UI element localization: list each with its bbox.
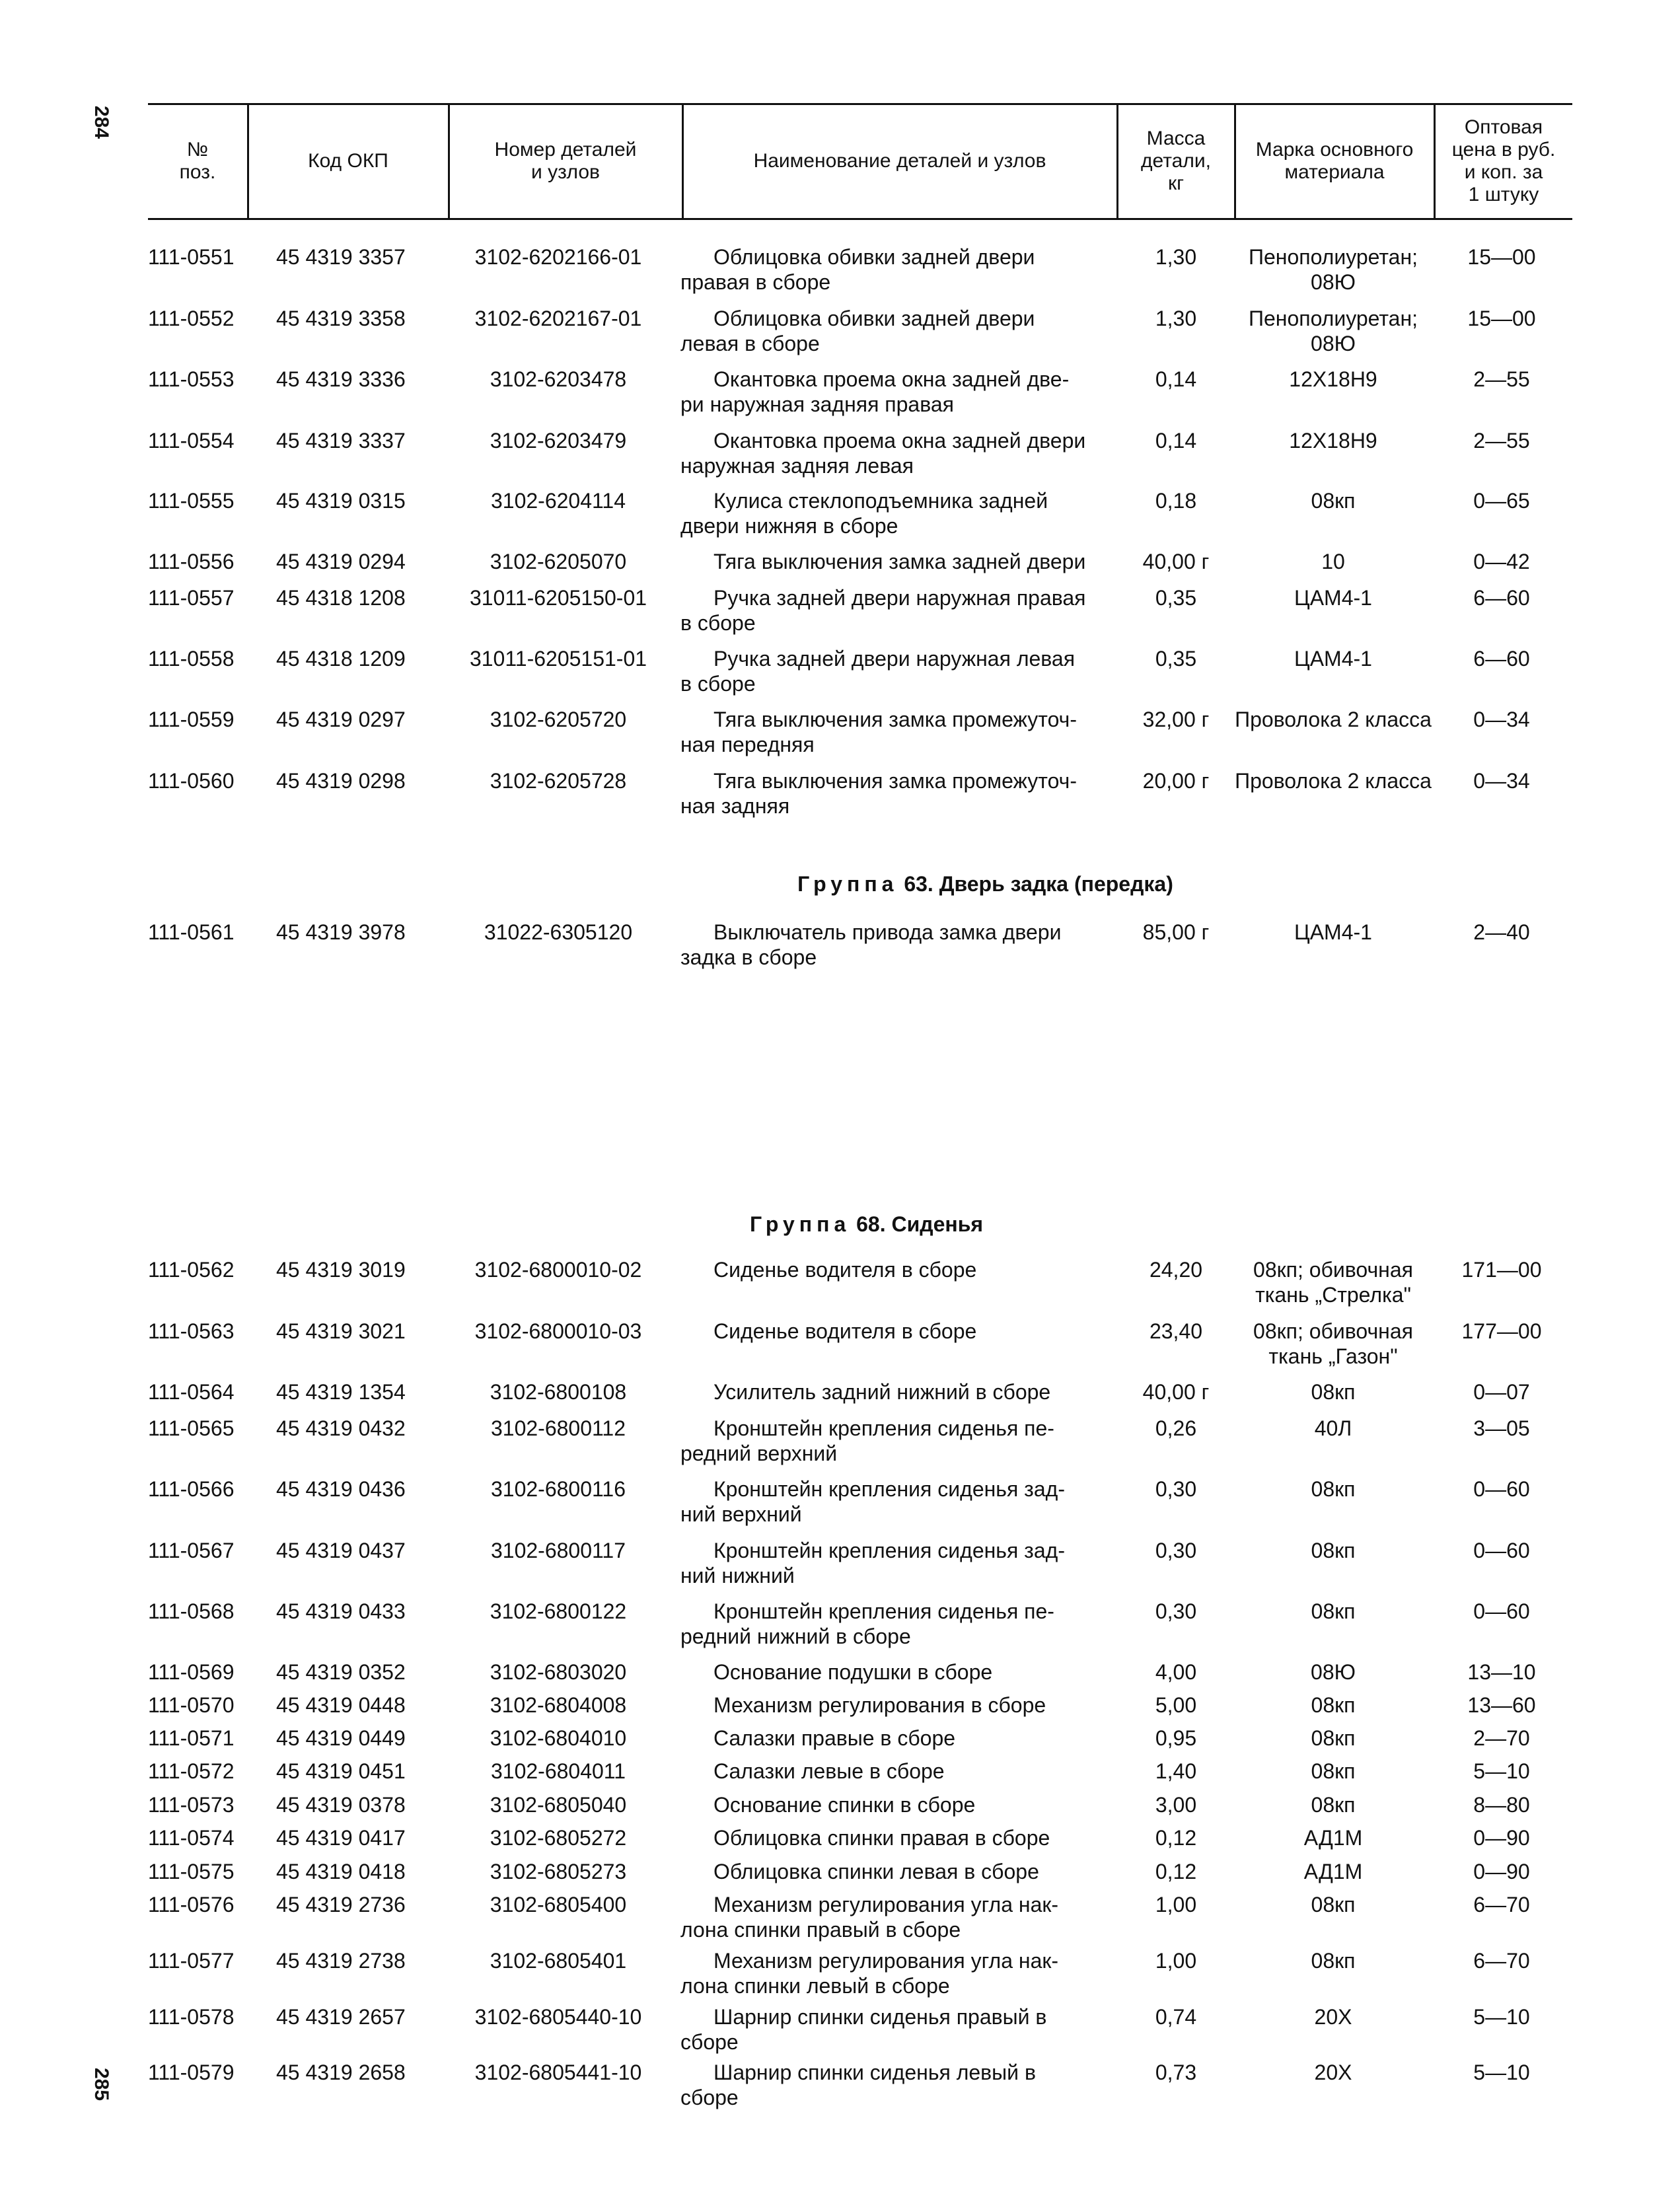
okp-code: 45 4319 3978 (276, 920, 406, 944)
part-name-line: Кронштейн крепления сиденья пе- (713, 1599, 1054, 1623)
okp-code: 45 4319 0432 (276, 1416, 406, 1440)
part-name-line: ри наружная задняя правая (680, 392, 954, 416)
material-value: 12Х18Н9 (1289, 429, 1377, 453)
position-number: 111-0569 (148, 1660, 235, 1684)
price-value: 2—55 (1473, 429, 1530, 453)
material-value: 08кп (1311, 1949, 1356, 1973)
part-name-line: Облицовка спинки левая в сборе (713, 1860, 1039, 1883)
okp-code: 45 4319 0417 (276, 1826, 406, 1850)
header-okp: Код ОКП (308, 150, 388, 172)
okp-code: 45 4319 0418 (276, 1860, 406, 1883)
mass-value: 0,74 (1155, 2005, 1197, 2029)
part-number: 3102-6202166-01 (474, 245, 642, 269)
part-name-line: сборе (680, 2086, 739, 2109)
part-name-line: Окантовка проема окна задней двери (713, 429, 1086, 453)
mass-value: 1,30 (1155, 245, 1197, 269)
header-pos: № поз. (179, 139, 216, 183)
header-part-number: Номер деталей и узлов (494, 139, 637, 183)
okp-code: 45 4319 0315 (276, 489, 406, 513)
part-number: 3102-6805401 (490, 1949, 627, 1973)
position-number: 111-0578 (148, 2005, 235, 2029)
price-value: 0—34 (1473, 708, 1530, 731)
position-number: 111-0579 (148, 2060, 235, 2084)
mass-value: 0,73 (1155, 2060, 1197, 2084)
part-number: 3102-6800108 (490, 1380, 627, 1404)
part-number: 3102-6205728 (490, 769, 627, 793)
part-name-line: Кронштейн крепления сиденья зад- (713, 1477, 1065, 1501)
part-name-line: в сборе (680, 611, 756, 635)
okp-code: 45 4318 1208 (276, 586, 406, 610)
price-value: 0—90 (1473, 1860, 1530, 1883)
part-number: 3102-6804011 (490, 1759, 626, 1783)
mass-value: 0,95 (1155, 1726, 1197, 1750)
price-value: 2—55 (1473, 367, 1530, 391)
price-value: 6—70 (1473, 1949, 1530, 1973)
page-number-bottom: 285 (91, 2068, 112, 2101)
position-number: 111-0559 (148, 708, 235, 731)
part-name (680, 585, 1116, 636)
part-name-line: ний нижний (680, 1564, 795, 1587)
okp-code: 45 4319 0451 (276, 1759, 406, 1783)
part-name (680, 2004, 1116, 2055)
position-number: 111-0553 (148, 367, 235, 391)
part-number: 3102-6805273 (490, 1860, 627, 1883)
header-price: Оптовая цена в руб. и коп. за 1 штуку (1451, 116, 1556, 205)
material-value: Пенополиуретан; 08Ю (1248, 307, 1418, 355)
position-number: 111-0573 (148, 1793, 235, 1817)
material-value: 08кп (1311, 1793, 1356, 1817)
part-name (680, 1726, 1116, 1751)
material-value: 08кп (1311, 1759, 1356, 1783)
part-number: 3102-6202167-01 (474, 307, 642, 330)
material-value: 40Л (1314, 1416, 1352, 1440)
material-value: 08кп (1311, 1380, 1356, 1404)
position-number: 111-0562 (148, 1258, 235, 1282)
mass-value: 24,20 (1149, 1258, 1203, 1282)
part-number: 3102-6205070 (490, 550, 627, 573)
part-number: 3102-6803020 (490, 1660, 627, 1684)
price-value: 5—10 (1473, 2060, 1530, 2084)
part-number: 31011-6205150-01 (469, 586, 647, 610)
part-name-line: Облицовка обивки задней двери (713, 307, 1035, 330)
material-value: 12Х18Н9 (1289, 367, 1377, 391)
price-value: 171—00 (1461, 1258, 1542, 1282)
position-number: 111-0568 (148, 1599, 235, 1623)
part-name-line: Облицовка обивки задней двери (713, 245, 1035, 269)
material-value: 20Х (1314, 2005, 1352, 2029)
material-value: 08кп (1311, 1477, 1356, 1501)
part-name-line: левая в сборе (680, 332, 820, 355)
price-value: 0—60 (1473, 1599, 1530, 1623)
okp-code: 45 4319 3019 (276, 1258, 406, 1282)
part-name-line: Шарнир спинки сиденья правый в (713, 2005, 1047, 2029)
price-value: 6—70 (1473, 1893, 1530, 1916)
material-value: 08кп; обивочная ткань „Стрелка" (1253, 1258, 1413, 1307)
price-value: 2—40 (1473, 920, 1530, 944)
part-number: 3102-6805040 (490, 1793, 627, 1817)
part-name-line: Кронштейн крепления сиденья зад- (713, 1539, 1065, 1562)
mass-value: 3,00 (1155, 1793, 1197, 1817)
part-name (680, 1759, 1116, 1784)
group-label: Группа (797, 872, 898, 896)
position-number: 111-0561 (148, 920, 235, 944)
mass-value: 0,12 (1155, 1860, 1197, 1883)
price-value: 0—07 (1473, 1380, 1530, 1404)
part-name-line: Сиденье водителя в сборе (713, 1258, 977, 1282)
part-name-line: Тяга выключения замка задней двери (713, 550, 1086, 573)
okp-code: 45 4319 0294 (276, 550, 406, 573)
part-number: 31011-6205151-01 (469, 647, 647, 671)
group-heading-63 (0, 872, 1680, 896)
position-number: 111-0554 (148, 429, 235, 453)
okp-code: 45 4319 2657 (276, 2005, 406, 2029)
okp-code: 45 4319 2658 (276, 2060, 406, 2084)
okp-code: 45 4319 3021 (276, 1319, 406, 1343)
mass-value: 0,35 (1155, 586, 1197, 610)
material-value: Проволока 2 класса (1235, 769, 1432, 793)
header-name: Наименование деталей и узлов (753, 150, 1046, 172)
material-value: АД1М (1303, 1860, 1363, 1883)
price-value: 6—60 (1473, 586, 1530, 610)
mass-value: 4,00 (1155, 1660, 1197, 1684)
part-number: 3102-6805272 (490, 1826, 627, 1850)
mass-value: 0,12 (1155, 1826, 1197, 1850)
header-material: Марка основного материала (1255, 139, 1414, 183)
okp-code: 45 4319 0436 (276, 1477, 406, 1501)
mass-value: 0,30 (1155, 1539, 1197, 1562)
part-name-line: лона спинки левый в сборе (680, 1974, 950, 1998)
part-name-line: Кулиса стеклоподъемника задней (713, 489, 1048, 513)
part-name-line: лона спинки правый в сборе (680, 1918, 961, 1942)
position-number: 111-0575 (148, 1860, 235, 1883)
part-number: 3102-6203479 (490, 429, 627, 453)
part-name (680, 1948, 1116, 1998)
part-number: 3102-6804010 (490, 1726, 627, 1750)
group-title: 68. Сиденья (850, 1212, 984, 1236)
part-number: 3102-6800010-02 (474, 1258, 642, 1282)
part-name (680, 1379, 1116, 1404)
okp-code: 45 4319 0352 (276, 1660, 406, 1684)
part-name-line: Салазки левые в сборе (713, 1759, 945, 1783)
okp-code: 45 4319 0448 (276, 1693, 406, 1717)
position-number: 111-0557 (148, 586, 235, 610)
price-value: 15—00 (1467, 307, 1536, 330)
position-number: 111-0565 (148, 1416, 235, 1440)
header-mass: Масса детали, кг (1141, 128, 1211, 194)
position-number: 111-0552 (148, 307, 235, 330)
position-number: 111-0560 (148, 769, 235, 793)
okp-code: 45 4319 2736 (276, 1893, 406, 1916)
part-name (680, 1319, 1116, 1344)
position-number: 111-0564 (148, 1380, 235, 1404)
okp-code: 45 4318 1209 (276, 647, 406, 671)
price-value: 8—80 (1473, 1793, 1530, 1817)
page-number-top: 284 (91, 106, 112, 139)
part-name-line: редний нижний в сборе (680, 1624, 911, 1648)
position-number: 111-0577 (148, 1949, 235, 1973)
mass-value: 5,00 (1155, 1693, 1197, 1717)
price-value: 3—05 (1473, 1416, 1530, 1440)
part-number: 3102-6204114 (490, 489, 626, 513)
mass-value: 0,30 (1155, 1599, 1197, 1623)
part-name-line: Выключатель привода замка двери (713, 920, 1062, 944)
price-value: 0—60 (1473, 1477, 1530, 1501)
mass-value: 0,18 (1155, 489, 1197, 513)
part-name-line: Салазки правые в сборе (713, 1726, 956, 1750)
part-name-line: Механизм регулирования угла нак- (713, 1949, 1059, 1973)
mass-value: 1,40 (1155, 1759, 1197, 1783)
part-number: 3102-6203478 (490, 367, 627, 391)
part-name (680, 1257, 1116, 1282)
material-value: Пенополиуретан; 08Ю (1248, 245, 1418, 294)
okp-code: 45 4319 0437 (276, 1539, 406, 1562)
part-number: 3102-6800010-03 (474, 1319, 642, 1343)
part-number: 3102-6805440-10 (474, 2005, 642, 2029)
part-name-line: правая в сборе (680, 270, 831, 294)
material-value: ЦАМ4-1 (1294, 920, 1372, 944)
part-name-line: Ручка задней двери наружная правая (713, 586, 1086, 610)
part-number: 3102-6805400 (490, 1893, 627, 1916)
price-value: 5—10 (1473, 1759, 1530, 1783)
part-name-line: редний верхний (680, 1441, 838, 1465)
part-number: 3102-6805441-10 (474, 2060, 642, 2084)
okp-code: 45 4319 0449 (276, 1726, 406, 1750)
part-name (680, 1659, 1116, 1685)
part-number: 3102-6800122 (490, 1599, 627, 1623)
part-name (680, 367, 1116, 417)
mass-value: 0,14 (1155, 429, 1197, 453)
price-value: 5—10 (1473, 2005, 1530, 2029)
material-value: 08кп (1311, 1693, 1356, 1717)
part-name (680, 549, 1116, 574)
part-name (680, 1892, 1116, 1942)
mass-value: 1,00 (1155, 1949, 1197, 1973)
material-value: Проволока 2 класса (1235, 708, 1432, 731)
position-number: 111-0558 (148, 647, 235, 671)
mass-value: 0,35 (1155, 647, 1197, 671)
price-value: 13—60 (1467, 1693, 1536, 1717)
part-name-line: наружная задняя левая (680, 454, 914, 478)
part-name (680, 1792, 1116, 1817)
mass-value: 0,30 (1155, 1477, 1197, 1501)
part-name-line: ная задняя (680, 794, 790, 818)
material-value: 08кп (1311, 1599, 1356, 1623)
part-name-line: Окантовка проема окна задней две- (713, 367, 1070, 391)
part-name (680, 306, 1116, 356)
okp-code: 45 4319 3337 (276, 429, 406, 453)
group-label: Группа (749, 1212, 851, 1236)
okp-code: 45 4319 3357 (276, 245, 406, 269)
part-name-line: Тяга выключения замка промежуточ- (713, 708, 1077, 731)
price-value: 2—70 (1473, 1726, 1530, 1750)
okp-code: 45 4319 0433 (276, 1599, 406, 1623)
group-title: 63. Дверь задка (передка) (898, 872, 1173, 896)
position-number: 111-0566 (148, 1477, 235, 1501)
part-name-line: Шарнир спинки сиденья левый в (713, 2060, 1036, 2084)
part-name-line: Усилитель задний нижний в сборе (713, 1380, 1051, 1404)
mass-value: 85,00 г (1142, 920, 1210, 944)
material-value: 10 (1321, 550, 1345, 573)
part-name (680, 646, 1116, 696)
part-number: 3102-6800116 (490, 1477, 626, 1501)
material-value: 08кп (1311, 1726, 1356, 1750)
price-value: 6—60 (1473, 647, 1530, 671)
mass-value: 40,00 г (1142, 1380, 1210, 1404)
okp-code: 45 4319 3336 (276, 367, 406, 391)
part-number: 31022-6305120 (484, 920, 633, 944)
mass-value: 20,00 г (1142, 769, 1210, 793)
okp-code: 45 4319 0297 (276, 708, 406, 731)
price-value: 15—00 (1467, 245, 1536, 269)
mass-value: 0,14 (1155, 367, 1197, 391)
material-value: 08Ю (1311, 1660, 1356, 1684)
position-number: 111-0556 (148, 550, 235, 573)
okp-code: 45 4319 2738 (276, 1949, 406, 1973)
material-value: 20Х (1314, 2060, 1352, 2084)
material-value: 08кп (1311, 489, 1356, 513)
group-heading-68 (0, 1212, 1680, 1237)
part-name (680, 2060, 1116, 2110)
part-name-line: ний верхний (680, 1502, 802, 1526)
part-name-line: Кронштейн крепления сиденья пе- (713, 1416, 1054, 1440)
price-value: 0—42 (1473, 550, 1530, 573)
part-name (680, 920, 1116, 970)
part-name (680, 1693, 1116, 1718)
part-name-line: Механизм регулирования в сборе (713, 1693, 1046, 1717)
part-number: 3102-6800117 (490, 1539, 626, 1562)
part-name (680, 707, 1116, 757)
price-value: 0—34 (1473, 769, 1530, 793)
part-name-line: Механизм регулирования угла нак- (713, 1893, 1059, 1916)
part-name (680, 1416, 1116, 1466)
material-value: ЦАМ4-1 (1294, 647, 1372, 671)
price-value: 0—90 (1473, 1826, 1530, 1850)
price-value: 0—60 (1473, 1539, 1530, 1562)
material-value: АД1М (1303, 1826, 1363, 1850)
mass-value: 40,00 г (1142, 550, 1210, 573)
part-name-line: Сиденье водителя в сборе (713, 1319, 977, 1343)
position-number: 111-0555 (148, 489, 235, 513)
okp-code: 45 4319 3358 (276, 307, 406, 330)
price-value: 177—00 (1461, 1319, 1542, 1343)
okp-code: 45 4319 0378 (276, 1793, 406, 1817)
part-name (680, 488, 1116, 538)
position-number: 111-0551 (148, 245, 235, 269)
part-name (680, 1859, 1116, 1884)
position-number: 111-0567 (148, 1539, 235, 1562)
part-name (680, 1538, 1116, 1588)
price-value: 13—10 (1467, 1660, 1536, 1684)
position-number: 111-0563 (148, 1319, 235, 1343)
okp-code: 45 4319 0298 (276, 769, 406, 793)
part-number: 3102-6804008 (490, 1693, 627, 1717)
part-name (680, 1477, 1116, 1527)
part-number: 3102-6800112 (490, 1416, 626, 1440)
part-name-line: Основание подушки в сборе (713, 1660, 993, 1684)
part-name (680, 1599, 1116, 1649)
part-name-line: Тяга выключения замка промежуточ- (713, 769, 1077, 793)
position-number: 111-0576 (148, 1893, 235, 1916)
mass-value: 1,00 (1155, 1893, 1197, 1916)
part-name (680, 244, 1116, 295)
part-name-line: ная передняя (680, 733, 815, 756)
material-value: 08кп (1311, 1539, 1356, 1562)
part-name-line: двери нижняя в сборе (680, 514, 898, 538)
mass-value: 0,26 (1155, 1416, 1197, 1440)
material-value: 08кп (1311, 1893, 1356, 1916)
part-name-line: Облицовка спинки правая в сборе (713, 1826, 1050, 1850)
mass-value: 32,00 г (1142, 708, 1210, 731)
material-value: ЦАМ4-1 (1294, 586, 1372, 610)
part-name (680, 1825, 1116, 1850)
part-name (680, 428, 1116, 478)
position-number: 111-0574 (148, 1826, 235, 1850)
position-number: 111-0571 (148, 1726, 235, 1750)
okp-code: 45 4319 1354 (276, 1380, 406, 1404)
part-name-line: задка в сборе (680, 945, 817, 969)
part-name-line: Основание спинки в сборе (713, 1793, 976, 1817)
mass-value: 23,40 (1149, 1319, 1203, 1343)
price-value: 0—65 (1473, 489, 1530, 513)
part-name-line: сборе (680, 2030, 739, 2054)
part-name (680, 768, 1116, 819)
part-name-line: Ручка задней двери наружная левая (713, 647, 1076, 671)
position-number: 111-0570 (148, 1693, 235, 1717)
position-number: 111-0572 (148, 1759, 235, 1783)
mass-value: 1,30 (1155, 307, 1197, 330)
material-value: 08кп; обивочная ткань „Газон" (1253, 1319, 1413, 1368)
part-name-line: в сборе (680, 672, 756, 696)
part-number: 3102-6205720 (490, 708, 627, 731)
